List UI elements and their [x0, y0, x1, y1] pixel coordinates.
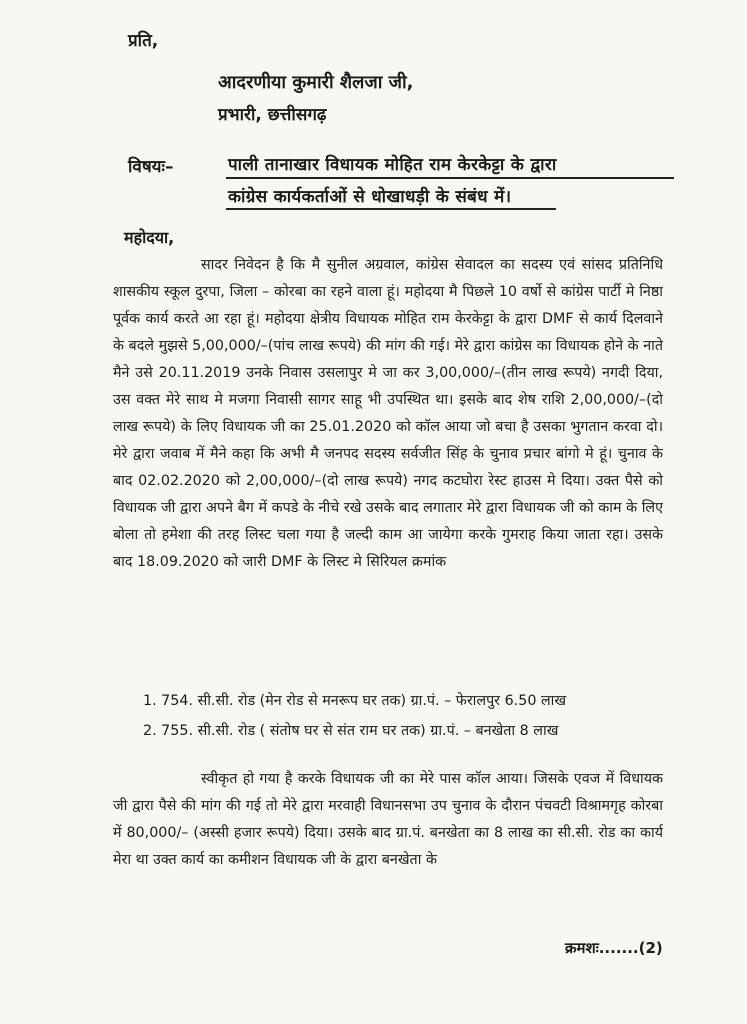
paragraph-text: सादर निवेदन है कि मै सुनील अग्रवाल, कांग्रेस सेवादल का सदस्य एवं सांसद प्रतिनिधि शासकीय स्कूल दुरपा, जिला – कोरबा का रहने वाला हूं। महोदया मै पिछले 10 वर्षो से कांग्रेस पार्टी मे निष्ठा पूर्वक कार्य करते आ रहा हूं। महोदया क्षेत्रीय विधायक मोहित राम केरकेट्टा के द्वारा DMF से कार्य दिलवाने के बदले मुझसे 5,00,000/–(पांच लाख रूपये) की मांग की गई। मेरे द्वारा कांग्रेस का विधायक होने के नाते मैने उसे 20.11.2019 उनके निवास उसलापुर मे जा कर 3,00,000/–(तीन लाख रूपये) नगदी दिया, उस वक्त मेरे साथ मे मजगा निवासी सागर साहू भी उपस्थित था। इसके बाद शेष राशि 2,00,000/–(दो लाख रूपये) के लिए विधायक जी का 25.01.2020 को कॉल आया जो बचा है उसका भुगतान करवा दो। मेरे द्वारा जवाब में मैने कहा कि अभी मै जनपद सदस्य सर्वजीत सिंह के चुनाव प्रचार बांगो मे हूं। चुनाव के बाद 02.02.2020 को 2,00,000/–(दो लाख रूपये) नगद कटघोरा रेस्ट हाउस मे दिया। उक्त पैसे को विधायक जी द्वारा अपने बैग में कपडे के नीचे रखे उसके बाद लगातार मेरे द्वारा विधायक जी को काम के लिए बोला तो हमेशा की तरह लिस्ट चला गया है जल्दी काम आ जायेगा करके गुमराह किया जाता रहा। उसके बाद 18.09.2020 को जारी DMF के लिस्ट मे सिरियल क्रमांक [113, 257, 663, 570]
paragraph-text: स्वीकृत हो गया है करके विधायक जी का मेरे पास कॉल आया। जिसके एवज में विधायक जी द्वारा पैसे की मांग की गई तो मेरे द्वारा मरवाही विधानसभा उप चुनाव के दौरान पंचवटी विश्रामगृह कोरबा में 80,000/– (अस्सी हजार रूपये) दिया। उसके बाद ग्रा.पं. बनखेता का 8 लाख का सी.सी. रोड का कार्य मेरा था उक्त कार्य का कमीशन विधायक जी के द्वारा बनखेता के [113, 771, 663, 868]
body-paragraph-1 [113, 252, 663, 664]
recipient-label: प्रति, [128, 31, 159, 51]
body-paragraph-2 [113, 766, 663, 916]
list-item: 2. 755. सी.सी. रोड ( संतोष घर से संत राम घर तक) ग्रा.पं. – बनखेता 8 लाख [143, 723, 559, 739]
salutation: महोदया, [124, 228, 175, 247]
subject-label: विषयः– [128, 157, 174, 177]
addressee-name: आदरणीया कुमारी शैलजा जी, [218, 72, 414, 93]
subject-line-1: पाली तानाखार विधायक मोहित राम केरकेट्टा के द्वारा [228, 155, 557, 175]
continuation-marker: क्रमशः.......(2) [565, 939, 663, 957]
list-item: 1. 754. सी.सी. रोड (मेन रोड से मनरूप घर तक) ग्रा.पं. – फेरालपुर 6.50 लाख [143, 693, 567, 709]
subject-underline-2 [226, 208, 556, 210]
addressee-designation: प्रभारी, छत्तीसगढ़ [218, 105, 327, 125]
subject-underline-1 [226, 177, 674, 179]
subject-line-2: कांग्रेस कार्यकर्ताओं से धोखाधड़ी के संबंध में। [228, 187, 512, 207]
